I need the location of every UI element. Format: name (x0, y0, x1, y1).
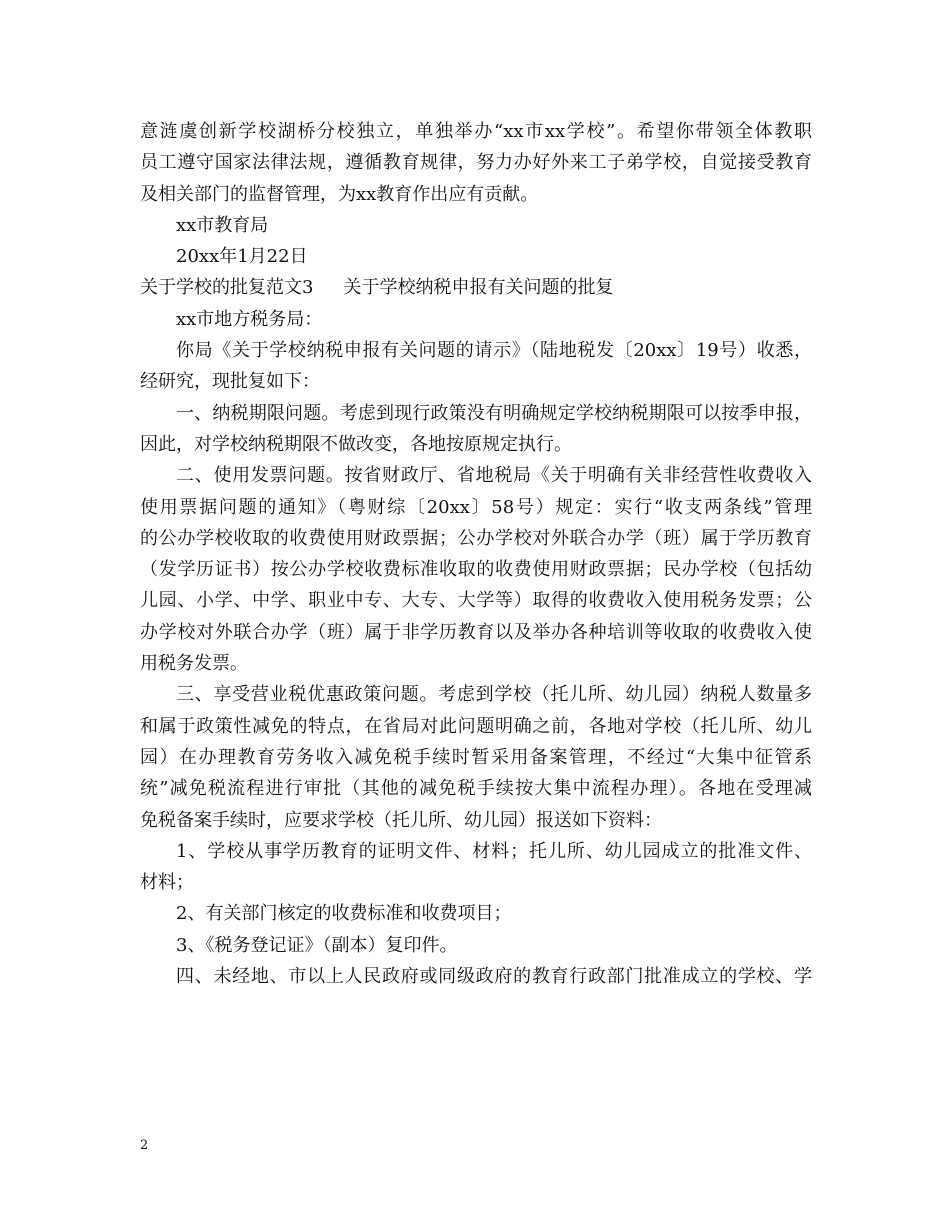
paragraph-line: 3、《税务登记证》（副本）复印件。 (176, 934, 458, 956)
paragraph-line: 和属于政策性减免的特点，在省局对此问题明确之前，各地对学校（托儿所、幼儿 (140, 715, 812, 737)
paragraph-line: 用税务发票。 (140, 653, 248, 675)
paragraph-line: 四、未经地、市以上人民政府或同级政府的教育行政部门批准成立的学校、学 (176, 966, 812, 988)
paragraph-line: 一、纳税期限问题。考虑到现行政策没有明确规定学校纳税期限可以按季申报， (176, 402, 812, 424)
paragraph-line: （发学历证书）按公办学校收费标准收取的收费使用财政票据；民办学校（包括幼 (140, 559, 812, 581)
signature-issuer: xx市教育局 (176, 214, 269, 236)
signature-date: 20xx年1月22日 (176, 246, 308, 268)
paragraph-line: 意涟虞创新学校湖桥分校独立，单独举办“xx市xx学校”。希望你带领全体教职 (140, 121, 812, 142)
section-subtitle: 关于学校纳税申报有关问题的批复 (343, 277, 614, 299)
document-body (140, 116, 812, 992)
paragraph-line: 及相关部门的监督管理，为xx教育作出应有贡献。 (140, 183, 539, 205)
heading-gap (313, 272, 343, 303)
paragraph-line: 园）在办理教育劳务收入减免税手续时暂采用备案管理，不经过“大集中征管系 (140, 746, 812, 768)
paragraph-line: 三、享受营业税优惠政策问题。考虑到学校（托儿所、幼儿园）纳税人数量多 (176, 684, 812, 706)
paragraph-line: 使用票据问题的通知》（粤财综〔20xx〕58号）规定：实行“收支两条线”管理 (140, 496, 812, 518)
paragraph-line: 2、有关部门核定的收费标准和收费项目； (176, 903, 512, 925)
paragraph-line: 的公办学校收取的收费使用财政票据；公办学校对外联合办学（班）属于学历教育 (140, 527, 812, 549)
section-heading (140, 272, 812, 303)
addressee: xx市地方税务局： (176, 308, 323, 330)
paragraph-line: 二、使用发票问题。按省财政厅、省地税局《关于明确有关非经营性收费收入 (176, 465, 812, 487)
paragraph-line: 员工遵守国家法律法规，遵循教育规律，努力办好外来工子弟学校，自觉接受教育 (140, 152, 812, 174)
paragraph-line: 儿园、小学、中学、职业中专、大专、大学等）取得的收费收入使用税务发票；公 (140, 590, 812, 612)
paragraph-line: 经研究，现批复如下： (140, 371, 320, 393)
paragraph-line: 免税备案手续时，应要求学校（托儿所、幼儿园）报送如下资料： (140, 809, 662, 831)
paragraph-line: 统”减免税流程进行审批（其他的减免税手续按大集中流程办理）。各地在受理减 (140, 778, 812, 800)
paragraph-line: 材料； (140, 872, 194, 894)
page-number: 2 (140, 1138, 149, 1153)
paragraph-line: 因此，对学校纳税期限不做改变，各地按原规定执行。 (140, 433, 572, 455)
section-title: 关于学校的批复范文3 (140, 277, 314, 299)
paragraph-line: 办学校对外联合办学（班）属于非学历教育以及举办各种培训等收取的收费收入使 (140, 621, 812, 643)
paragraph-line: 你局《关于学校纳税申报有关问题的请示》（陆地税发〔20xx〕19号）收悉， (176, 340, 812, 362)
paragraph-line: 1、学校从事学历教育的证明文件、材料；托儿所、幼儿园成立的批准文件、 (176, 840, 812, 862)
